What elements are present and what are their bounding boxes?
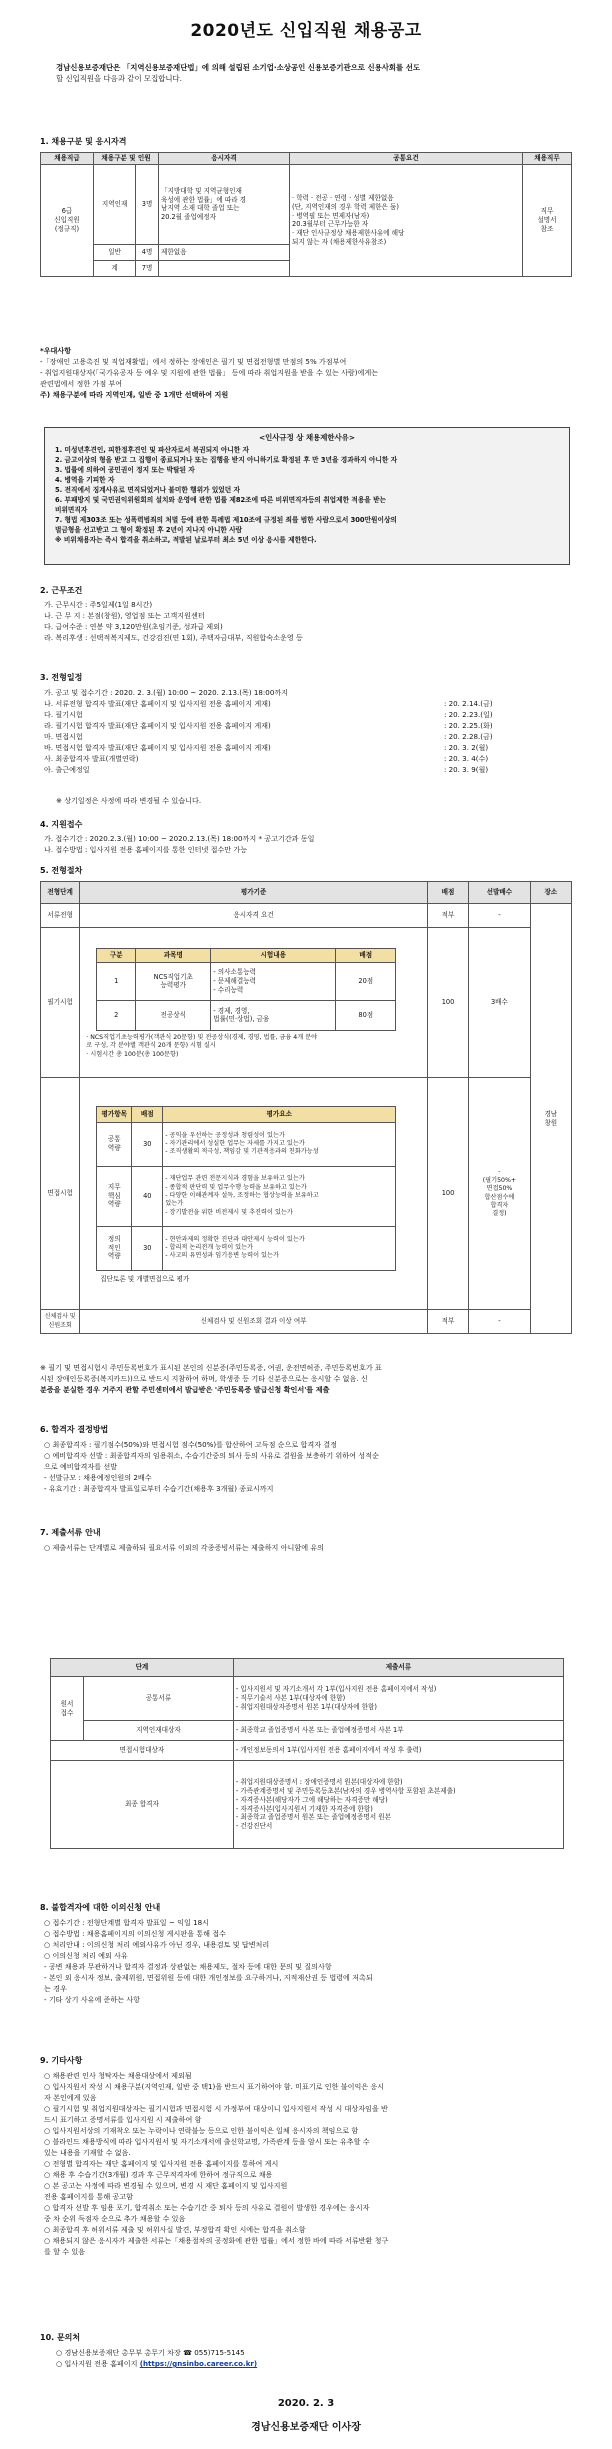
place-cell [530,904,571,1334]
multiple-line: (필기50%+ [482,1176,517,1184]
misc-line: ○ 블라인드 채용방식에 따라 입사지원서 및 자기소개서에 출신학교명, 가족관계 등을 암시 또는 유추할 수 [44,2136,370,2146]
misc-line: 자 본인에게 있음 [44,2092,97,2102]
id-note-line: 분증을 분실한 경우 거주지 관할 주민센터에서 발급받은 '주민등록증 발급신청 확인서'를 제출 [40,1384,330,1394]
written-th: 배점 [336,948,396,962]
written-content [211,962,336,1000]
content-line: 법률(민·상법), 금융 [213,1015,270,1024]
schedule-row [44,699,564,710]
section-5-heading: 5. 전형절차 [40,866,83,875]
interview-elements [163,1226,396,1270]
schedule-row [44,732,564,743]
contact-web-label: ○ 입사지원 전용 홈페이지 [56,2358,138,2368]
decision-method [44,1440,379,1495]
objection-line: ○ 접수방법 : 채용홈페이지의 이의신청 게시판을 통해 접수 [44,1928,226,1938]
common-line: (단, 지역인재의 경우 학력 제한은 둠) [292,202,399,211]
schedule-label: 나. 서류전형 합격자 발표(재단 홈페이지 및 입사지원 전용 홈페이지 게재) [44,699,271,708]
schedule-row [44,710,564,721]
section-4-heading: 4. 지원접수 [40,820,83,829]
issuer: 경남신용보증재단 이사장 [251,2422,361,2433]
multiple-document: - [469,904,530,928]
misc-line: ○ 합격자 선발 후 임용 포기, 합격취소 또는 수습기간 중 퇴사 등의 사유로 결원이 발생한 경우에는 응시자 [44,2202,370,2212]
qual-line: 「지방대학 및 지역균형인재 [161,186,242,195]
grade-cell [41,164,94,276]
decision-line: - 선발규모 : 채용예정인원의 2배수 [44,1472,152,1482]
criteria-final: 신체검사 및 신원조회 결과 이상 여부 [80,1310,428,1334]
common-line: · 재단 인사규정상 채용제한사유에 해당 [292,229,405,238]
interview-points: 30 [132,1226,163,1270]
content-line: - 의사소통능력 [213,968,256,977]
multiple-final: - [469,1310,530,1334]
pref-line: - 취업지원대상자(「국가유공자 등 예우 및 지원에 관한 법률」 등에 따라 취업지원을 받을 수 있는 사람)에게는 [40,367,379,377]
schedule-row [44,743,564,754]
objection-info [44,1918,373,2006]
schedule-label: 사. 최종합격자 발표(개별연락) [44,754,139,763]
schedule-date: : 20. 3. 9(월) [444,765,489,774]
doc-line: - 취업지원대상증명서 : 장애인증명서 원본(대상자에 한함) [235,1777,403,1786]
objection-line: 는 경우 [44,1983,67,1993]
application-line: 가. 접수기간 : 2020.2.3.(월) 10:00 ~ 2020.2.13.(목) 18:00까지 * 공고기간과 동일 [44,834,315,843]
section-10-heading: 10. 문의처 [40,2333,81,2342]
id-note-line: ※ 필기 및 면접시험시 주민등록번호가 표시된 본인의 신분증(주민등록증, 여권, 운전면허증, 주민등록번호가 표 [40,1363,382,1372]
qual-regional [159,164,290,244]
qual-line: 남지역 소재 대학 졸업 또는 [161,204,240,213]
doc-line: - 입사지원서 및 자기소개서 각 1부(입사지원 전용 홈페이지에서 작성) [235,1685,437,1694]
documents-note: ○ 제출서류는 단계별로 제출하되 필요서류 이외의 각종증빙서류는 제출하지 아니함에 유의 [44,1543,325,1552]
doc-line: - 직무기술서 사본 1부(대상자에 한함) [235,1694,346,1703]
intro-paragraph [56,62,556,85]
written-note-line: · NCS직업기초능력평가(객관식 20문항) 및 전공상식(경제, 경영, 법률, 금융 4개 분야 [86,1033,318,1041]
preferences [40,346,378,401]
multiple-line: 면접50% [486,1185,513,1193]
misc-info [44,2071,388,2258]
schedule-date: : 20. 2.28.(금) [444,732,493,741]
section-6-heading: 6. 합격자 결정방법 [40,1425,109,1434]
restriction-item: 비위면직자 [55,506,88,515]
stage-interview: 면접시험 [41,1078,80,1310]
doc-line: - 자격증사본(입사지원서 기재한 자격증에 한함) [235,1804,373,1813]
objection-line: ○ 이의신청 처리 예외 사유 [44,1950,128,1960]
restriction-item: 6. 부패방지 및 국민권익위원회의 설치와 운영에 관한 법률 제82조에 따른 비위면직자등의 취업제한 적용을 받는 [55,496,387,505]
multiple-interview [469,1078,530,1310]
schedule-date: : 20. 2.25.(화) [444,721,493,730]
misc-line: ○ 입사지원서상의 기재착오 또는 누락이나 연락불능 등으로 인한 불이익은 일체 응시자의 책임으로 함 [44,2125,359,2135]
place-line: 경남 [544,1109,558,1118]
interview-detail [80,1078,428,1310]
element-line: - 사고의 유연성과 임기응변 능력이 있는가 [165,1252,279,1260]
doc-line: - 자격증사본(해당자가 그에 해당하는 자격증만 해당) [235,1795,388,1804]
condition-line: 다. 급여수준 : 연봉 약 3,120만원(초임기준, 성과급 제외) [44,621,223,631]
doc-label: 면접시험대상자 [51,1741,234,1761]
doc-label: 지역인재대상자 [84,1721,234,1741]
th-duty: 채용직무 [523,153,572,165]
duty-line: 설명서 [537,215,557,224]
th-criteria: 평가기준 [80,882,428,904]
interview-th: 평가항목 [97,1106,132,1122]
schedule-label: 가. 공고 및 접수기간 : 2020. 2. 3.(월) 10:00 ~ 2020. 2.13.(목) 18:00까지 [44,688,289,697]
decision-line: - 유효기간 : 최종합격자 발표일로부터 수습기간(채용후 3개월) 종료시까지 [44,1483,274,1493]
apply-stage-line: 원서 [60,1699,74,1708]
written-note-line: · 시험시간 총 100분(총 100문항) [86,1050,179,1058]
section-3-heading: 3. 전형일정 [40,673,83,682]
page-title: 2020년도 신입직원 채용공고 [190,21,422,41]
schedule-date: : 20. 2.23.(일) [444,710,493,719]
item-line: 역량 [107,1144,121,1153]
schedule-row [44,721,564,732]
application-line: 나. 접수방법 : 입사지원 전용 홈페이지를 통한 인터넷 접수만 가능 [44,844,248,854]
element-line: - 장기발전을 위한 비전제시 및 추진력이 있는가 [165,1208,293,1216]
written-th: 시험내용 [211,948,336,962]
common-line: 되지 않는 자 (채용제한사유참조) [292,238,387,247]
objection-line: ○ 처리안내 : 이의신청 처리 예외사유가 아닌 경우, 내용검토 및 답변처리 [44,1939,270,1949]
th-common: 공통요건 [290,153,523,165]
restriction-item: ※ 비위채용자는 즉시 합격을 취소하고, 적발된 날로부터 최소 5년 이상 응시를 제한한다. [55,536,317,545]
element-line: - 다양한 이해관계자 설득, 조정하는 협상능력을 보유하고 [165,1191,319,1199]
stage-written: 필기시험 [41,928,80,1078]
doc-list [233,1677,563,1721]
grade-line: 신입직원 [54,215,80,224]
score-document: 적부 [427,904,468,928]
restriction-item: 1. 미성년후견인, 피한정후견인 및 파산자로서 복권되지 아니한 자 [55,445,249,454]
misc-line: 드시 표기하고 증명서류를 입사지원 시 제출하여 함 [44,2114,202,2124]
score-written: 100 [427,928,468,1078]
contact-phone: ○ 경남신용보증재단 총무부 총무기 차장 ☎ 055)715-5145 [56,2348,245,2357]
th-place: 장소 [530,882,571,904]
restriction-item: 2. 금고이상의 형을 받고 그 집행이 종료되거나 또는 집행을 받지 아니하기로 확정된 후 만 3년을 경과하지 아니한 자 [55,456,398,465]
interview-subtable [96,1106,396,1271]
multiple-line: 합격자 [490,1201,509,1209]
decision-line: ○ 예비합격자 선발 : 최종합격자의 임용취소, 수습기간중의 퇴사 등의 사유로 결원을 보충하기 위하여 성적순 [44,1450,379,1460]
type-total: 계 [94,260,136,276]
score-interview: 100 [427,1078,468,1310]
item-line: 정의 [107,1234,121,1243]
schedule-label: 라. 필기시험 합격자 발표(재단 홈페이지 및 입사지원 전용 홈페이지 게재) [44,721,271,730]
id-note-line: 시된 장애인등록증(복지카드))으로 반드시 지참하여 하며, 학생증 등 기타 신분증으로는 응시할 수 없음. 신 [40,1373,368,1383]
written-points: 80점 [336,1000,396,1030]
written-points: 20점 [336,962,396,1000]
written-th: 구분 [97,948,136,962]
id-notes [40,1363,382,1396]
misc-line: 를 할 수 있음 [44,2246,86,2256]
interview-points: 40 [132,1166,163,1226]
interview-item [97,1226,132,1270]
doc-line: - 취업지원대상자증명서 원본 1부(대상자에 한함) [235,1702,377,1711]
schedule-label: 마. 면접시험 [44,732,83,741]
misc-line: 중 차 순위 득점자 순으로 추가 채용할 수 있음 [44,2213,186,2223]
doc-line: - 가족관계증명서 및 주민등록등초본(남자의 경우 병역사항 포함된 초본제출) [235,1786,456,1795]
content-line: - 문제해결능력 [213,977,256,985]
misc-line: 있는 내용을 기재할 수 없음. [44,2147,131,2157]
doc-list [233,1761,563,1849]
element-line: - 합리적 논리전개 능력이 있는가 [165,1243,254,1251]
misc-line: ○ 채용 후 수습기간(3개월) 경과 후 근무적격자에 한하여 정규직으로 채용 [44,2169,273,2179]
score-final: 적부 [427,1310,468,1334]
application-info [44,834,314,856]
schedule-note: ※ 상기일정은 사정에 따라 변경될 수 있습니다. [56,796,202,805]
written-exam-detail [80,928,428,1078]
th-documents: 제출서류 [233,1659,563,1677]
section-2-heading: 2. 근무조건 [40,586,83,595]
th-grade: 채용직급 [41,153,94,165]
doc-label: 공통서류 [84,1677,234,1721]
th-qual: 응시자격 [159,153,290,165]
element-line: - 재단업무 관련 전문지식과 경험을 보유하고 있는가 [165,1175,305,1183]
written-n: 2 [97,1000,136,1030]
interview-points: 30 [132,1122,163,1166]
contact-web [56,2359,257,2370]
schedule-date: : 20. 3. 2(월) [444,743,489,752]
decision-line: 으로 예비합격자를 선발 [44,1461,118,1471]
section-7-heading: 7. 제출서류 안내 [40,1528,101,1537]
misc-line: 전용 홈페이지를 통해 공고함 [44,2191,133,2201]
qual-line: 20.2월 졸업예정자 [161,213,216,222]
multiple-line: 결정) [492,1210,507,1218]
schedule-label: 바. 면접시험 합격자 발표(재단 홈페이지 및 입사지원 전용 홈페이지 게재) [44,743,271,752]
common-line: · 학력 · 전공 · 연령 · 성별 제한없음 [292,193,394,202]
interview-th: 평가요소 [163,1106,396,1122]
objection-line: - 공변 채용과 무관하거나 합격자 결정과 상관없는 채용제도, 절차 등에 대한 문의 및 질의사항 [44,1961,332,1971]
element-line: - 공익을 우선하는 공정성과 청렴성이 있는가 [165,1131,285,1139]
content-line: - 수리능력 [213,985,244,994]
written-note-line: 로 구성, 각 분야별 객관식 20개 문항) 시험 실시 [86,1042,216,1050]
recruit-table [40,152,572,277]
item-line: 역량 [107,1252,121,1261]
schedule-row [44,765,564,776]
criteria-document: 응시자격 요건 [80,904,428,928]
item-line: 지무 [107,1182,121,1191]
written-subject [136,962,211,1000]
th-score: 배점 [427,882,468,904]
interview-elements [163,1166,396,1226]
place-line: 창원 [544,1118,558,1127]
element-line: - 종합적 판단력 및 업무수행 능력을 보유하고 있는가 [165,1183,307,1191]
misc-line: ○ 채용관련 인사 청탁자는 채용대상에서 제외됨 [44,2071,192,2080]
section-8-heading: 8. 불합격자에 대한 이의신청 안내 [40,1903,161,1912]
schedule-date: : 20. 2.14.(금) [444,699,493,708]
qual-total [159,260,290,276]
intro-line-2: 할 신입직원을 다음과 같이 모집합니다. [56,74,182,84]
interview-item [97,1122,132,1166]
multiple-written: 3배수 [469,928,530,1078]
item-line: 핵심 [107,1191,121,1200]
common-line: 20.3월부터 근무가능한 자 [292,220,369,229]
apply-stage [51,1677,84,1741]
misc-line: ○ 최종합격 후 허위서류 제출 및 허위사실 발견, 부정합격 확인 시에는 합격을 취소함 [44,2224,306,2234]
subject-line: NCS직업기초 [153,972,193,981]
misc-line: ○ 전형별 합격자는 재단 홈페이지 및 입사지원 전용 홈페이지를 통하여 게시 [44,2158,279,2168]
pref-heading: *우대사항 [40,346,72,355]
restriction-item: 5. 전직에서 징계사유로 면직되었거나 불미한 행위가 있었던 자 [55,486,240,495]
doc-line: - 건강진단서 [235,1822,273,1831]
th-multiple: 선발배수 [469,882,530,904]
type-general: 일반 [94,244,136,260]
condition-line: 라. 복리후생 : 선택적복지제도, 건강검진(연 1회), 주택자금대부, 직원합숙소운영 등 [44,632,303,642]
restriction-item: 4. 병역을 기피한 자 [55,476,115,485]
element-line: 있는가 [165,1200,184,1208]
schedule-label: 다. 필기시험 [44,710,83,719]
schedule-date: : 20. 3. 4(수) [444,754,489,763]
apply-stage-line: 접수 [60,1708,74,1717]
th-step: 단계 [51,1659,234,1677]
misc-line: ○ 본 공고는 사정에 따라 변경될 수 있으며, 변경 시 재단 홈페이지 및 입사지원 [44,2180,288,2190]
qual-line: 육성에 관한 법률」에 따라 경 [161,195,247,204]
condition-line: 가. 근무시간 : 주5일제(1일 8시간) [44,600,153,609]
duty-cell [523,164,572,276]
pref-line: 관련법에서 정한 가점 부여 [40,378,123,388]
written-n: 1 [97,962,136,1000]
intro-line-1: 경남신용보증재단은 「지역신용보증재단법」에 의해 설립된 소기업·소상공인 신용보증기관으로 신용사회를 선도 [56,63,421,72]
common-requirements [290,164,523,276]
count-general: 4명 [136,244,159,260]
objection-line: - 본인 외 응시자 정보, 출제위원, 면접위원 등에 대한 개인정보를 요구하거나, 지적재산권 등 법령에 저촉되 [44,1972,373,1982]
subject-line: 능력평가 [160,981,187,990]
multiple-line: - [498,1168,501,1176]
restriction-item: 7. 형법 제303조 또는 성폭력범죄의 처벌 등에 관한 특례법 제10조에 규정된 죄를 범한 사람으로서 300만원이상의 [55,516,397,525]
pref-note: 주) 채용구분에 따라 지역인재, 일반 중 1개만 선택하여 지원 [40,389,229,399]
qual-general: 제한없음 [159,244,290,260]
pref-line: -「장애인 고용촉진 및 직업재활법」에서 정하는 장애인은 필기 및 면접전형별 만점의 5% 가점부여 [40,356,347,366]
decision-line: ○ 최종합격자 : 필기점수(50%)와 면접시험 점수(50%)를 합산하여 고득점 순으로 합격자 결정 [44,1440,338,1449]
content-line: - 경제, 경영, [213,1006,250,1015]
count-total: 7명 [136,260,159,276]
stage-document: 서류전형 [41,904,80,928]
doc-list: - 개인정보동의서 1부(입사지원 전용 홈페이지에서 작성 후 출력) [233,1741,563,1761]
item-line: 역량 [107,1200,121,1209]
restriction-item: 3. 법률에 의하여 공민권이 정지 또는 박탈된 자 [55,466,195,475]
element-line: - 현안과제의 정확한 진단과 대안제시 능력이 있는가 [165,1235,305,1243]
objection-line: - 기타 상기 사유에 준하는 사항 [44,1994,141,2004]
count-regional: 3명 [136,164,159,244]
interview-elements [163,1122,396,1166]
element-line: - 조직생활의 적극성, 책임감 및 기관적응과의 친화가능성 [165,1148,319,1156]
schedule-label: 아. 출근예정일 [44,765,90,774]
stage-final: 신체검사 및 신원조회 [41,1310,80,1334]
career-site-link[interactable]: (https://gnsinbo.career.co.kr) [139,2358,258,2368]
misc-line: ○ 채용되지 않은 응시자가 제출한 서류는「채용절차의 공정화에 관한 법률」에서 정한 바에 따라 서류반환 청구 [44,2235,389,2245]
written-th: 과목명 [136,948,211,962]
misc-line: ○ 필기시험 및 취업지원대상자는 필기시험과 면접시험 시 가정부여 대상이니 입사지원서 작성 시 대상자임을 반 [44,2103,388,2113]
schedule-row [44,688,564,699]
th-type: 채용구분 및 인원 [94,153,159,165]
condition-line: 나. 근 무 지 : 본점(창원), 영업점 또는 고객지원센터 [44,610,205,620]
item-line: 적인 [107,1243,121,1252]
hiring-restriction-box [44,427,570,565]
section-9-heading: 9. 기타사항 [40,2056,83,2065]
multiple-line: 합산점수에 [484,1193,515,1201]
issue-date: 2020. 2. 3 [277,2398,335,2409]
doc-label: 최종 합격자 [51,1761,234,1849]
element-line: - 자기관리에서 성실한 업무는 자세를 가지고 있는가 [165,1139,305,1147]
written-subject: 전공상식 [136,1000,211,1030]
doc-line: - 최종학교 졸업증명서 원본 또는 졸업예정증명서 원본 [235,1813,391,1822]
interview-th: 배점 [132,1106,163,1122]
grade-line: 6급 [61,207,73,216]
written-subtable [96,948,396,1031]
section-1-heading: 1. 채용구분 및 응시자격 [40,137,127,146]
work-conditions [44,600,303,644]
duty-line: 참조 [540,224,554,233]
restriction-title: <인사규정 상 채용제한사유> [258,433,356,442]
selection-process-table [40,881,572,1334]
common-line: · 병역필 또는 면제자(남자) [292,211,370,220]
objection-line: ○ 접수기간 : 전형단계별 합격자 발표일 ~ 익일 18시 [44,1918,209,1927]
schedule-list [44,688,564,776]
schedule-row [44,754,564,765]
th-stage: 전형단계 [41,882,80,904]
doc-list: - 최종학교 졸업증명서 사본 또는 졸업예정증명서 사본 1부 [233,1721,563,1741]
type-regional: 지역인재 [94,164,136,244]
item-line: 공통 [107,1135,121,1144]
documents-table [50,1658,564,1849]
duty-line: 직무 [540,207,554,216]
interview-item [97,1166,132,1226]
restriction-item: 벌금형을 선고받고 그 형이 확정된 후 2년이 지나지 아니한 사람 [55,526,243,535]
grade-line: (정규직) [54,224,80,233]
written-content [211,1000,336,1030]
misc-line: ○ 입사지원서 작성 시 채용구분(지역인재, 일반 중 택1)을 반드시 표기하여야 함. 미표기로 인한 불이익은 응시 [44,2081,385,2091]
interview-note: 집단토론 및 개별면접으로 평가 [100,1274,190,1283]
contact-info [56,2348,257,2370]
